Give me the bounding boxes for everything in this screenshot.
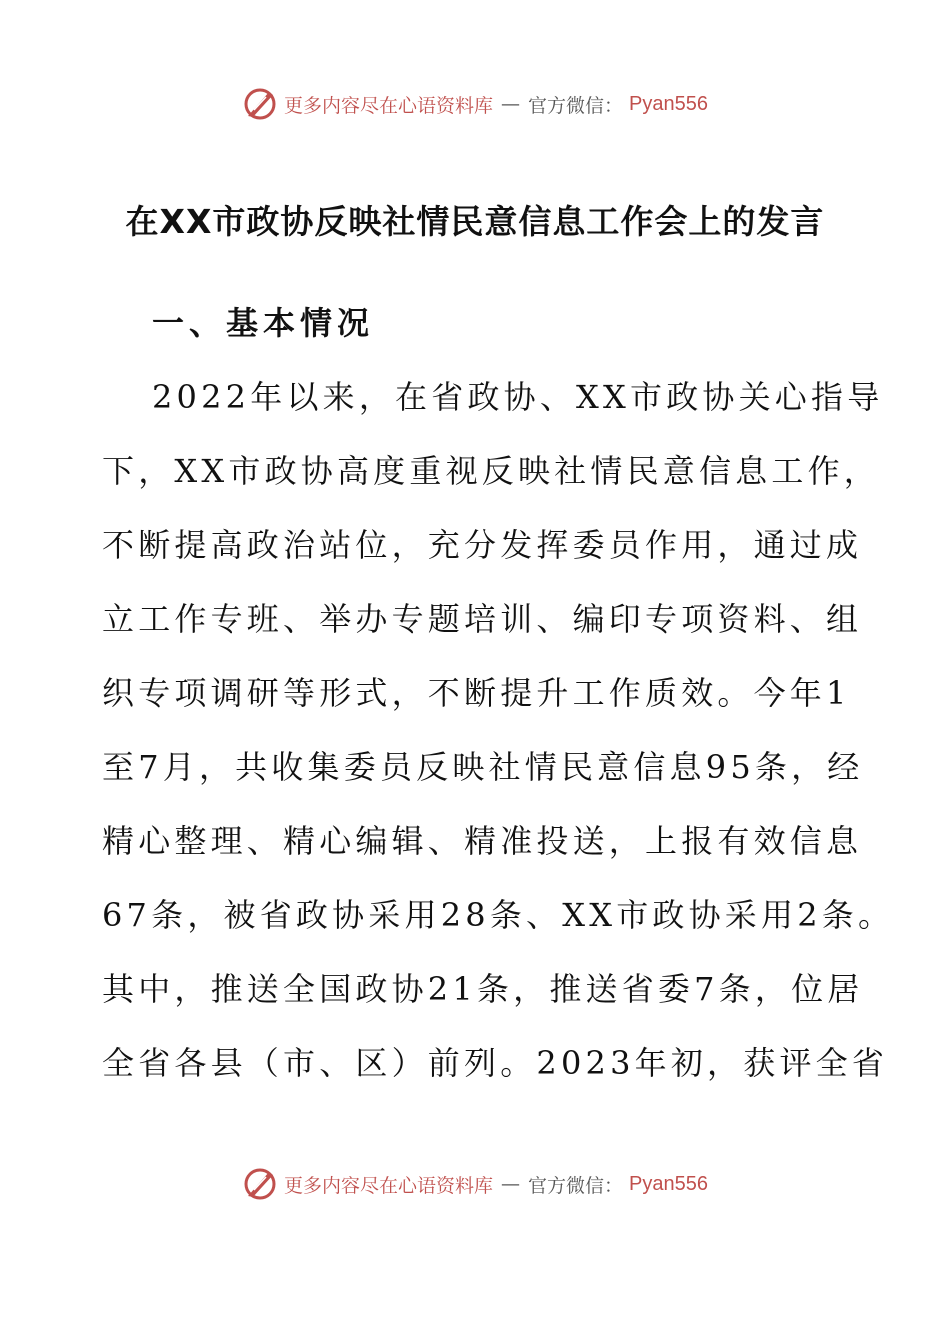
footer-banner: [0, 1162, 950, 1206]
document-title: 在XX市政协反映社情民意信息工作会上的发言: [125, 202, 825, 241]
paragraph-line: 下，XX市政协高度重视反映社情民意信息工作，: [102, 452, 880, 490]
banner-wechat-id: Pyan556: [629, 92, 708, 115]
paragraph-line: 全省各县（市、区）前列。2023年初，获评全省: [102, 1044, 889, 1082]
banner-official-label: 官方微信：: [528, 94, 624, 117]
banner-tagline: 更多内容尽在心语资料库: [284, 1174, 494, 1197]
banner-separator: —: [501, 93, 521, 115]
banner-tagline: 更多内容尽在心语资料库: [284, 94, 494, 117]
paragraph-line: 其中，推送全国政协21条，推送省委7条，位居: [102, 970, 864, 1008]
paragraph-line: 2022年以来，在省政协、XX市政协关心指导: [152, 378, 884, 416]
banner-separator: —: [501, 1173, 521, 1195]
body-paragraph: [102, 360, 895, 1100]
paragraph-line: 至7月，共收集委员反映社情民意信息95条，经: [102, 748, 864, 786]
paragraph-line: 不断提高政治站位，充分发挥委员作用，通过成: [102, 526, 863, 564]
quill-pen-logo-icon: [242, 1166, 278, 1202]
quill-pen-logo-icon: [242, 86, 278, 122]
paragraph-line: 精心整理、精心编辑、精准投送，上报有效信息: [102, 822, 863, 860]
paragraph-line: 立工作专班、举办专题培训、编印专项资料、组: [102, 600, 863, 638]
paragraph-line: 织专项调研等形式，不断提升工作质效。今年1: [102, 674, 851, 712]
section-heading: 一、基本情况: [152, 304, 375, 342]
banner-wechat-id: Pyan556: [629, 1172, 708, 1195]
banner-official-label: 官方微信：: [528, 1174, 624, 1197]
paragraph-line: 67条，被省政协采用28条、XX市政协采用2条。: [102, 896, 895, 934]
header-banner: [0, 82, 950, 126]
